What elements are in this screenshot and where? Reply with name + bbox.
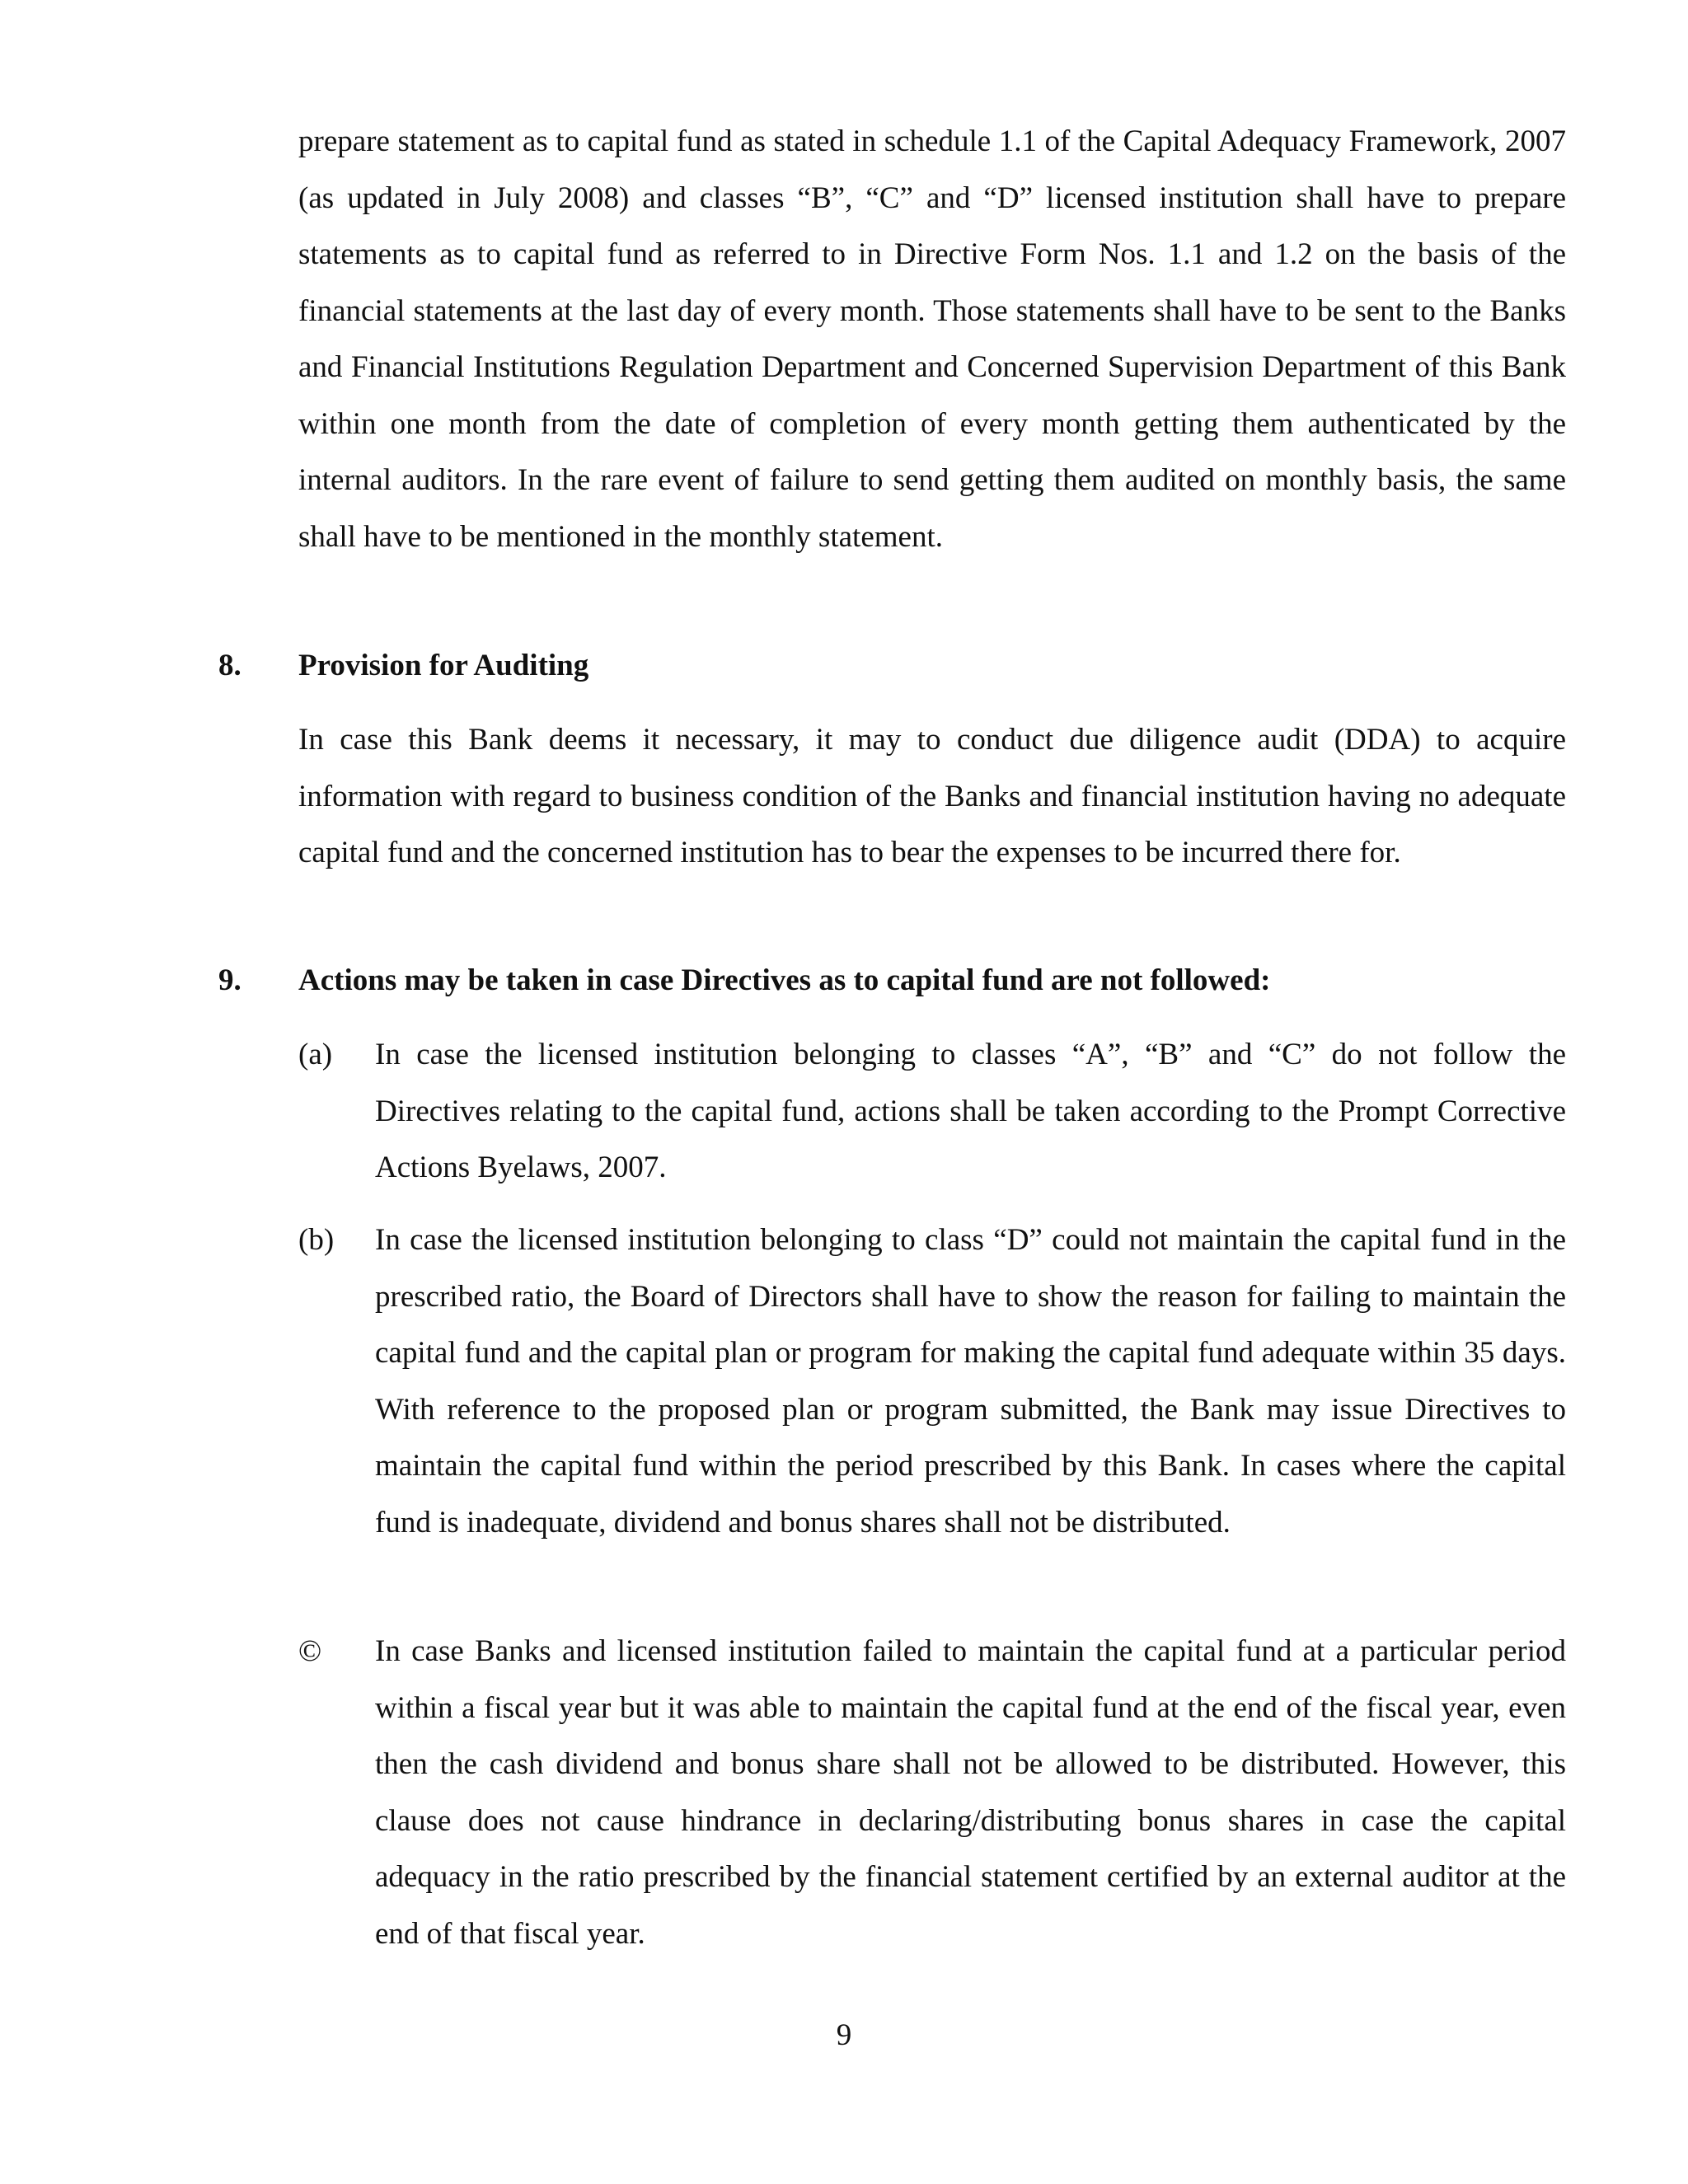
section-8-number: 8. bbox=[218, 649, 241, 682]
section-9-number: 9. bbox=[218, 963, 241, 997]
section-8-heading bbox=[218, 641, 1620, 691]
item-text: In case Banks and licensed institution failed to maintain the capital fund at a particular period within a fiscal year but it was able to maintain the capital fund at the end of the fiscal year, even then the cash dividend and bonus share shall not be allowed to be distributed. However, this clause does not cause hindrance in declaring/distributing bonus shares in case the capital adequacy in the ratio prescribed by the financial statement certified by an external auditor at the end of that fiscal year. bbox=[375, 1634, 1566, 1951]
item-text: In case the licensed institution belonging to classes “A”, “B” and “C” do not follow the Directives relating to the capital fund, actions shall be taken according to the Prompt Corrective Actions Byelaws, 2007. bbox=[375, 1038, 1566, 1184]
page-number: 9 bbox=[836, 2018, 852, 2052]
section-9-item-c bbox=[298, 1624, 1566, 1962]
intro-paragraph: prepare statement as to capital fund as stated in schedule 1.1 of the Capital Adequacy Framework, 2007 (as updated in July 2008) and classes “B”, “C” and “D” licensed institution shall have to prepare statements as to capital fund as referred to in Directive Form Nos. 1.1 and 1.2 on the basis of the financial statements at the last day of every month. Those statements shall have to be sent to the Banks and Financial Institutions Regulation Department and Concerned Supervision Department of this Bank within one month from the date of completion of every month getting them authenticated by the internal auditors. In the rare event of failure to send getting them audited on monthly basis, the same shall have to be mentioned in the monthly statement. bbox=[298, 124, 1566, 554]
item-marker: (a) bbox=[298, 1038, 333, 1071]
section-9-item-b bbox=[298, 1212, 1566, 1551]
item-text: In case the licensed institution belonging to class “D” could not maintain the capital fund in the prescribed ratio, the Board of Directors shall have to show the reason for failing to maintain the capital fund and the capital plan or program for making the capital fund adequate within 35 days. With reference to the proposed plan or program submitted, the Bank may issue Directives to maintain the capital fund within the period prescribed by this Bank. In cases where the capital fund is inadequate, dividend and bonus shares shall not be distributed. bbox=[375, 1223, 1566, 1540]
section-9-item-a bbox=[298, 1027, 1566, 1197]
section-9-heading bbox=[218, 956, 1620, 1005]
section-9-title: Actions may be taken in case Directives as to capital fund are not followed: bbox=[298, 963, 1271, 997]
item-marker: (b) bbox=[298, 1223, 335, 1257]
section-8-title: Provision for Auditing bbox=[298, 649, 589, 682]
section-8-body: In case this Bank deems it necessary, it may to conduct due diligence audit (DDA) to acquire information with regard to business condition of the Banks and financial institution having no adequate capital fund and the concerned institution has to bear the expenses to be incurred there for. bbox=[298, 723, 1566, 869]
item-marker: © bbox=[298, 1634, 322, 1668]
